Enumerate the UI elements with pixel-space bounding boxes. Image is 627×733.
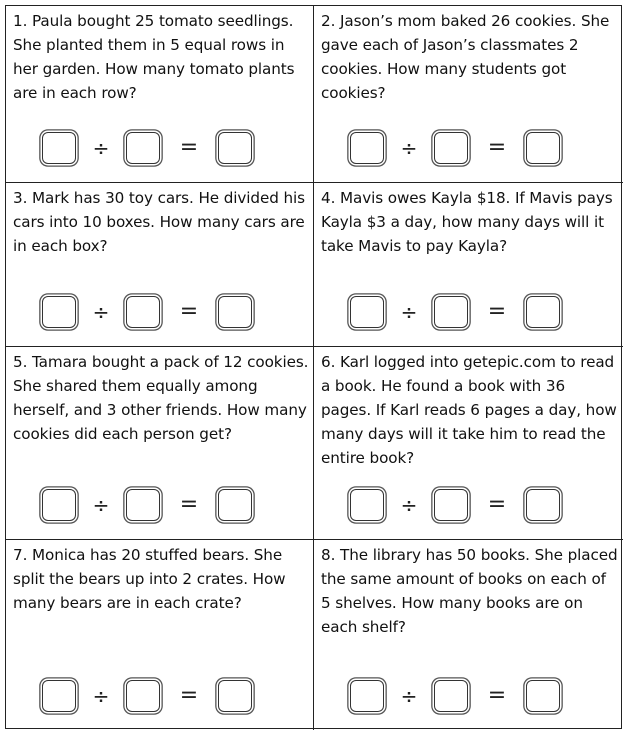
problem-text: 8. The library has 50 books. She placed the same amount of books on each of 5 shelves. How many books are on each shelf? — [321, 546, 618, 636]
divide-symbol: ÷ — [92, 684, 110, 708]
problem-cell-3 — [6, 183, 314, 347]
dividend-answer-box[interactable] — [42, 296, 76, 328]
equals-symbol: = — [179, 683, 199, 708]
divisor-answer-box[interactable] — [126, 132, 160, 164]
divide-symbol: ÷ — [92, 493, 110, 517]
problem-cell-2 — [314, 6, 623, 183]
problem-text: 4. Mavis owes Kayla $18. If Mavis pays Kayla $3 a day, how many days will it take Mavis to pay Kayla? — [321, 189, 613, 255]
problem-text: 1. Paula bought 25 tomato seedlings. She planted them in 5 equal rows in her garden. How many tomato plants are in each row? — [13, 12, 295, 102]
equals-symbol: = — [179, 492, 199, 517]
divisor-answer-box[interactable] — [126, 489, 160, 521]
division-equation — [350, 678, 590, 714]
equals-symbol: = — [487, 299, 507, 324]
problem-cell-6 — [314, 347, 623, 540]
quotient-answer-box[interactable] — [218, 489, 252, 521]
divisor-answer-box[interactable] — [126, 296, 160, 328]
dividend-answer-box[interactable] — [350, 132, 384, 164]
problem-cell-5 — [6, 347, 314, 540]
dividend-answer-box[interactable] — [350, 296, 384, 328]
divisor-answer-box[interactable] — [126, 680, 160, 712]
divide-symbol: ÷ — [400, 300, 418, 324]
worksheet-grid — [5, 5, 622, 729]
divide-symbol: ÷ — [92, 136, 110, 160]
division-equation — [42, 130, 282, 166]
dividend-answer-box[interactable] — [350, 489, 384, 521]
divisor-answer-box[interactable] — [434, 489, 468, 521]
quotient-answer-box[interactable] — [526, 132, 560, 164]
problem-cell-1 — [6, 6, 314, 183]
divide-symbol: ÷ — [400, 684, 418, 708]
division-equation — [350, 487, 590, 523]
dividend-answer-box[interactable] — [42, 489, 76, 521]
divisor-answer-box[interactable] — [434, 680, 468, 712]
equals-symbol: = — [179, 135, 199, 160]
problem-text: 7. Monica has 20 stuffed bears. She split the bears up into 2 crates. How many bears are in each crate? — [13, 546, 286, 612]
division-equation — [350, 294, 590, 330]
dividend-answer-box[interactable] — [42, 680, 76, 712]
dividend-answer-box[interactable] — [42, 132, 76, 164]
problem-cell-8 — [314, 540, 623, 730]
division-equation — [42, 294, 282, 330]
divide-symbol: ÷ — [400, 136, 418, 160]
quotient-answer-box[interactable] — [526, 680, 560, 712]
equals-symbol: = — [487, 492, 507, 517]
divisor-answer-box[interactable] — [434, 296, 468, 328]
division-equation — [42, 487, 282, 523]
equals-symbol: = — [487, 135, 507, 160]
division-equation — [350, 130, 590, 166]
quotient-answer-box[interactable] — [218, 296, 252, 328]
problem-text: 2. Jason’s mom baked 26 cookies. She gave each of Jason’s classmates 2 cookies. How many students got cookies? — [321, 12, 610, 102]
divide-symbol: ÷ — [92, 300, 110, 324]
problem-text: 3. Mark has 30 toy cars. He divided his cars into 10 boxes. How many cars are in each box? — [13, 189, 305, 255]
divisor-answer-box[interactable] — [434, 132, 468, 164]
problem-cell-7 — [6, 540, 314, 730]
problem-text: 5. Tamara bought a pack of 12 cookies. She shared them equally among herself, and 3 other friends. How many cookies did each person get? — [13, 353, 309, 443]
problem-cell-4 — [314, 183, 623, 347]
equals-symbol: = — [487, 683, 507, 708]
quotient-answer-box[interactable] — [526, 296, 560, 328]
quotient-answer-box[interactable] — [218, 680, 252, 712]
equals-symbol: = — [179, 299, 199, 324]
dividend-answer-box[interactable] — [350, 680, 384, 712]
quotient-answer-box[interactable] — [526, 489, 560, 521]
quotient-answer-box[interactable] — [218, 132, 252, 164]
problem-text: 6. Karl logged into getepic.com to read a book. He found a book with 36 pages. If Karl reads 6 pages a day, how many days will it take him to read the entire book? — [321, 353, 617, 467]
divide-symbol: ÷ — [400, 493, 418, 517]
division-equation — [42, 678, 282, 714]
